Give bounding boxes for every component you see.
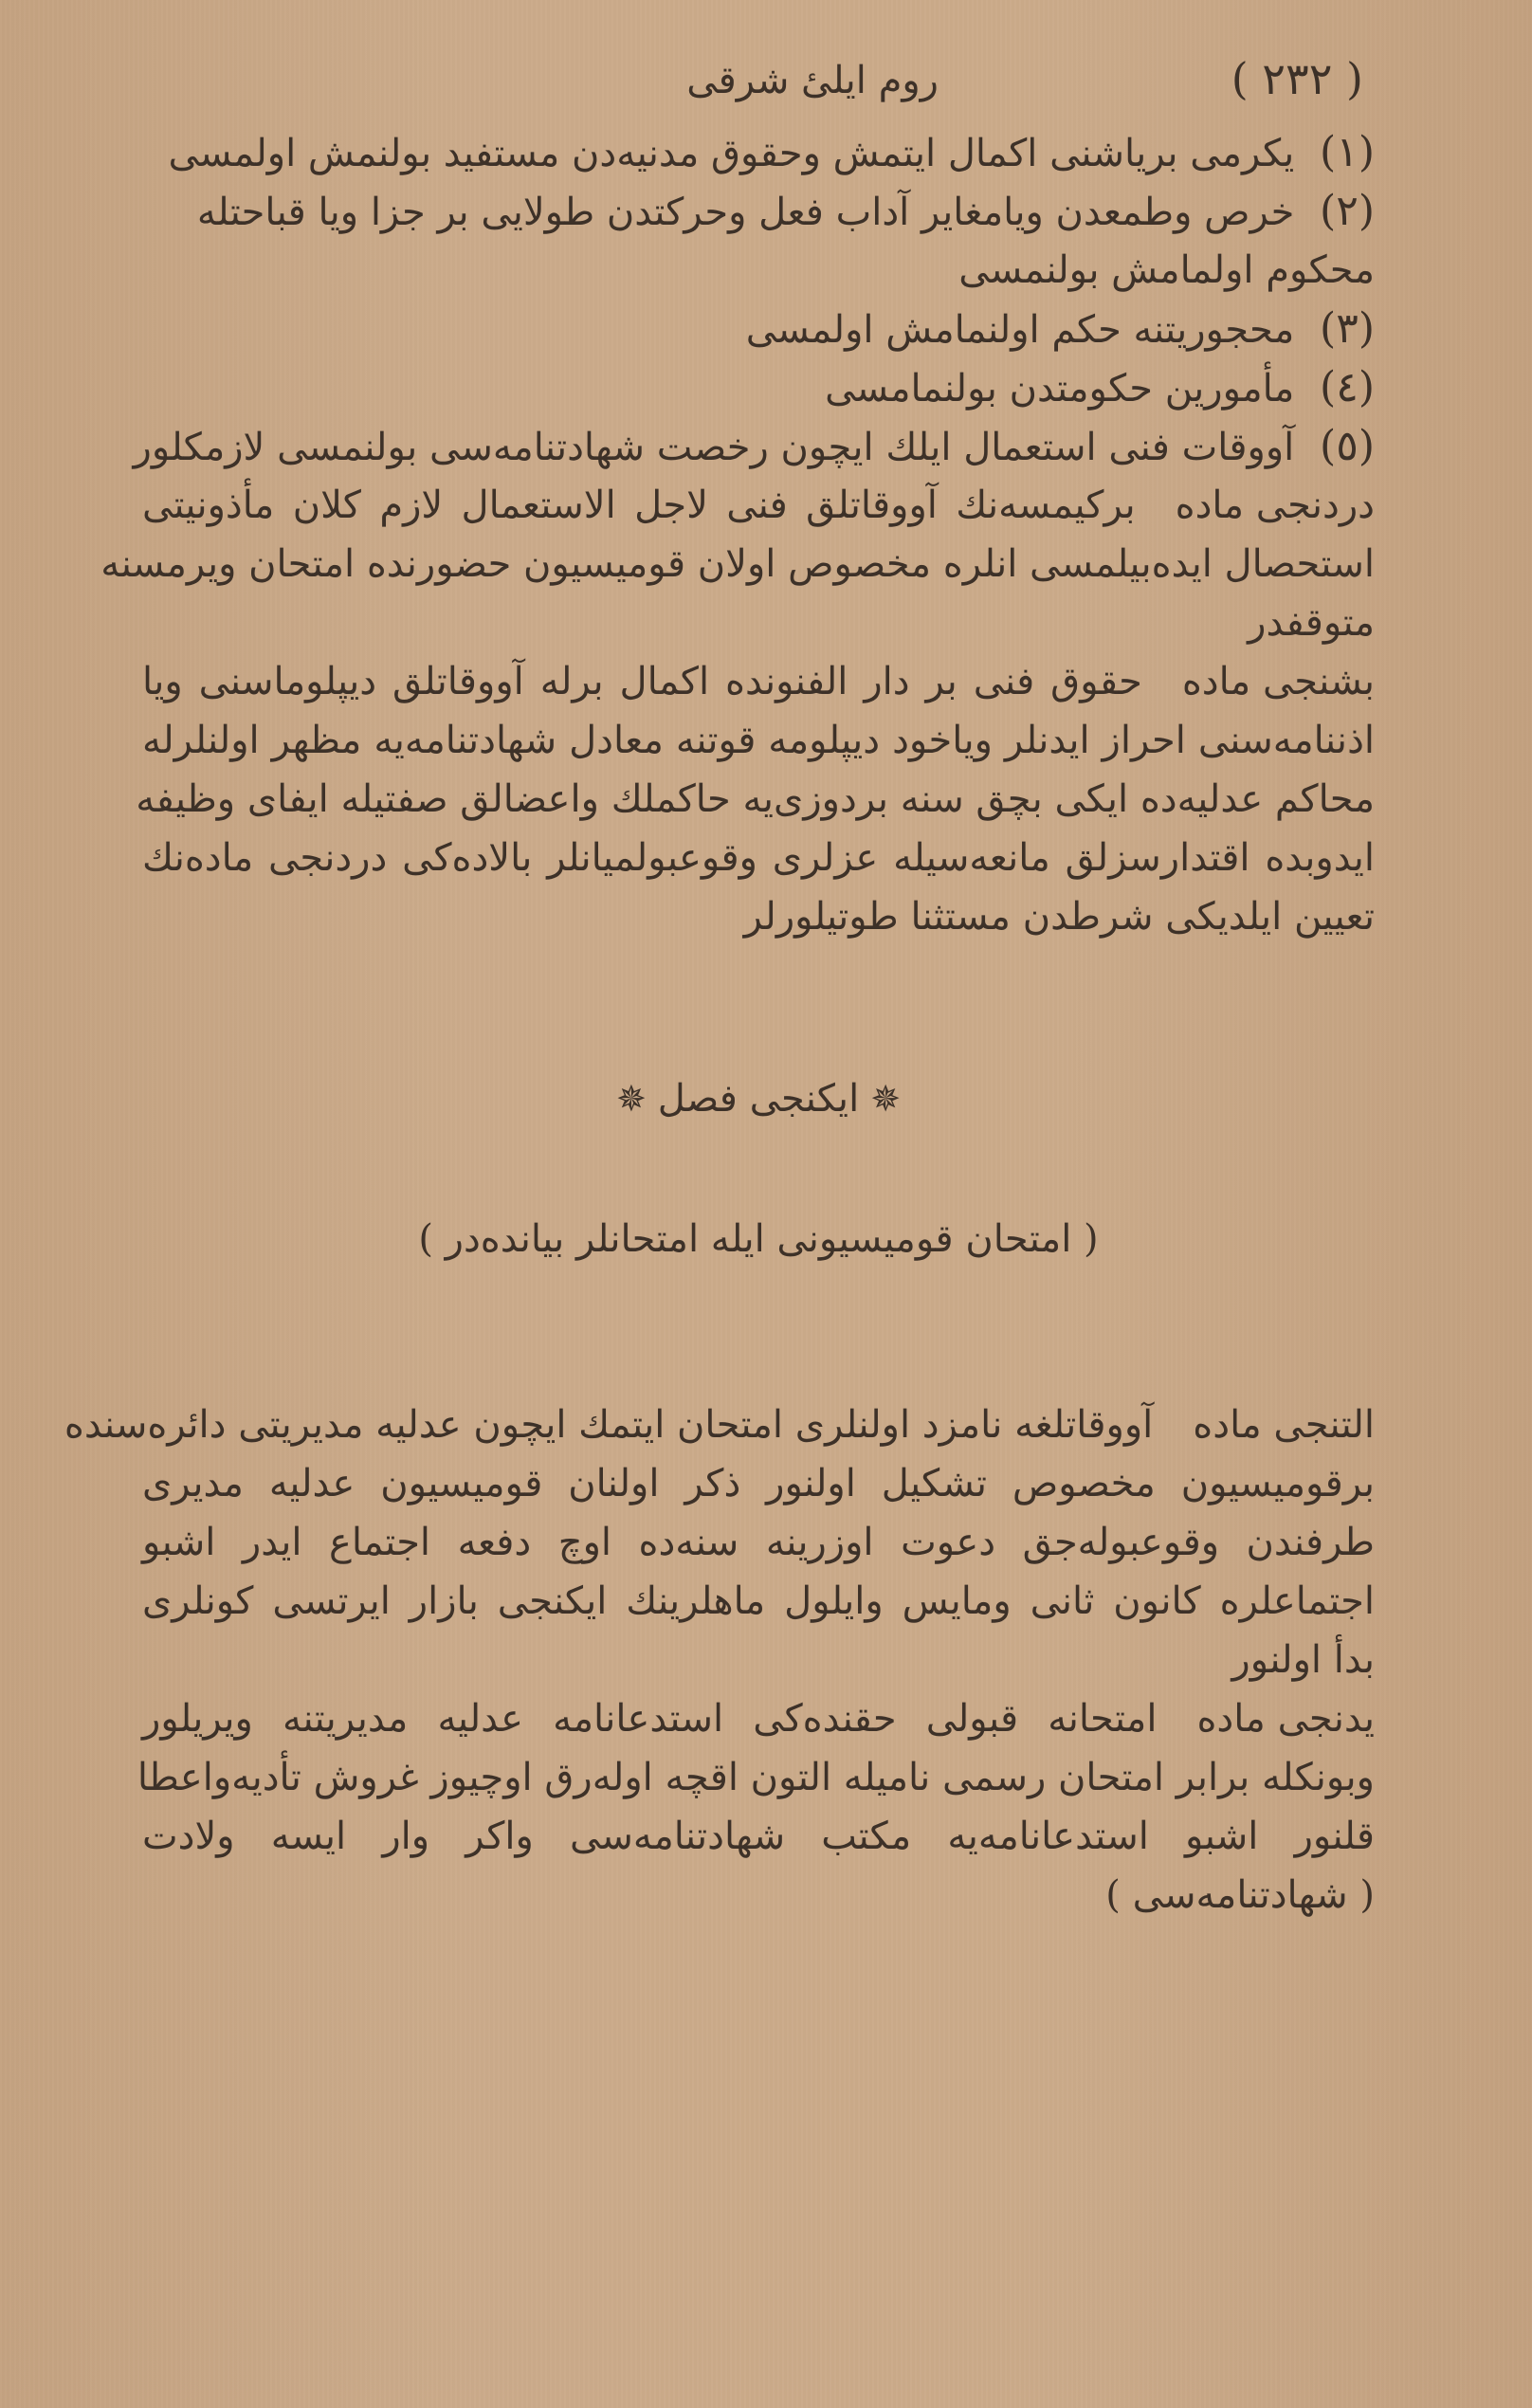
article-first-line: [142, 652, 1375, 711]
article-text: آووقاتلغه نامزد اولنلری امتحان ايتمك ايچون عدليه مديريتی دائره‌سنده: [64, 1403, 1154, 1447]
article-7: [137, 1689, 1375, 1925]
clause-number: (١): [1320, 128, 1375, 176]
article-text: حقوق فنی بر دار الفنونده اكمال برله آووقاتلق ديپلوماسنی ويا: [142, 660, 1142, 703]
article-line: اجتماعلره كانون ثانی ومايس وايلول ماهلرينك ايكنجی بازار ايرتسی كونلری: [142, 1579, 1375, 1623]
spacer: [142, 1284, 1375, 1396]
clause-4: [142, 358, 1375, 417]
article-first-line: [142, 1689, 1375, 1748]
book-page: [64, 38, 1375, 1925]
clause-number: (٢): [1320, 187, 1375, 235]
article-label: دردنجی ماده: [1175, 483, 1375, 527]
article-first-line: [64, 1396, 1375, 1454]
page-number: ( ٢٣٢ ): [1231, 53, 1363, 104]
article-5: [136, 652, 1375, 946]
article-6: [64, 1396, 1375, 1689]
clause-number: (٤): [1320, 363, 1375, 411]
article-4: [100, 476, 1375, 652]
article-label: بشنجی ماده: [1181, 660, 1375, 703]
article-line: ايدوبده اقتدارسزلق مانعه‌سيله عزلری وقوعبولميانلر بالاده‌كی دردنجی ماده‌نك: [142, 836, 1375, 880]
article-line: تعيين ايلديكی شرطدن مستثنا طوتيلورلر: [743, 895, 1375, 939]
clause-number: (٣): [1320, 304, 1375, 353]
chapter-title: ايكنجی فصل: [657, 1077, 860, 1121]
article-line: اذننامه‌سنی احراز ايدنلر وياخود ديپلومه قوتنه معادل شهادتنامه‌يه مظهر اولنلرله: [142, 719, 1375, 762]
page-header: [142, 38, 1375, 123]
clause-5: [133, 417, 1375, 476]
chapter-heading: [142, 1077, 1375, 1143]
clause-text: محجوريتنه حكم اولنمامش اولمسی: [745, 308, 1295, 352]
clause-text: مأمورين حكومتدن بولنمامسی: [825, 367, 1295, 410]
clause-text: يكرمی برياشنی اكمال ايتمش وحقوق مدنيه‌دن مستفيد بولنمش اولمسی: [168, 132, 1295, 175]
section-subtitle: ( امتحان قوميسيونی ايله امتحانلر بيانده‌در ): [418, 1217, 1099, 1261]
article-line: بدأ اولنور: [1231, 1638, 1375, 1682]
star-ornament-icon: ✵: [870, 1078, 902, 1120]
article-line: محاكم عدليه‌ده ايكی بچق سنه بردوزی‌يه حاكملك واعضالق صفتيله ايفای وظيفه: [136, 777, 1375, 821]
article-line: استحصال ايده‌بيلمسی انلره مخصوص اولان قوميسيون حضورنده امتحان ويرمسنه: [100, 542, 1375, 586]
clause-3: [142, 300, 1375, 358]
star-ornament-icon: ✵: [615, 1078, 647, 1120]
clause-2: [142, 182, 1375, 241]
clause-text: آووقات فنی استعمال ايلك ايچون رخصت شهادتنامه‌سی بولنمسی لازمكلور: [133, 426, 1295, 469]
article-line: قلنور اشبو استدعانامه‌يه مكتب شهادتنامه‌سی واكر وار ايسه ولادت: [142, 1815, 1375, 1858]
clause-text: خرص وطمعدن ويامغاير آداب فعل وحركتدن طولايی بر جزا ويا قباحتله: [196, 191, 1295, 234]
article-line: طرفندن وقوعبوله‌جق دعوت اوزرينه سنه‌ده اوچ دفعه اجتماع ايدر اشبو: [142, 1521, 1375, 1564]
article-line: وبونكله برابر امتحان رسمی ناميله التون اقچه اوله‌رق اوچيوز غروش تأديه‌واعطا: [137, 1756, 1375, 1799]
article-label: التنجی ماده: [1193, 1403, 1375, 1447]
article-text: بركيمسه‌نك آووقاتلق فنی لاجل الاستعمال لازم كلان مأذونيتی: [142, 483, 1136, 527]
clause-number: (٥): [1320, 422, 1375, 470]
article-label: يدنجی ماده: [1196, 1697, 1375, 1741]
article-first-line: [142, 476, 1375, 535]
article-text: امتحانه قبولی حقنده‌كی استدعانامه عدليه مديريتنه ويريلور: [142, 1697, 1158, 1741]
clause-1: [142, 123, 1375, 182]
article-line: برقوميسيون مخصوص تشكيل اولنور ذكر اولنان قوميسيون عدليه مديری: [142, 1462, 1375, 1505]
running-title: روم ايلیٔ شرقی: [686, 59, 939, 102]
article-line: متوقفدر: [1248, 601, 1375, 645]
clause-2-continuation: محكوم اولمامش بولنمسی: [958, 248, 1375, 292]
catchword: ( شهادتنامه‌سی ): [1105, 1873, 1375, 1917]
clause-list: [133, 123, 1375, 476]
